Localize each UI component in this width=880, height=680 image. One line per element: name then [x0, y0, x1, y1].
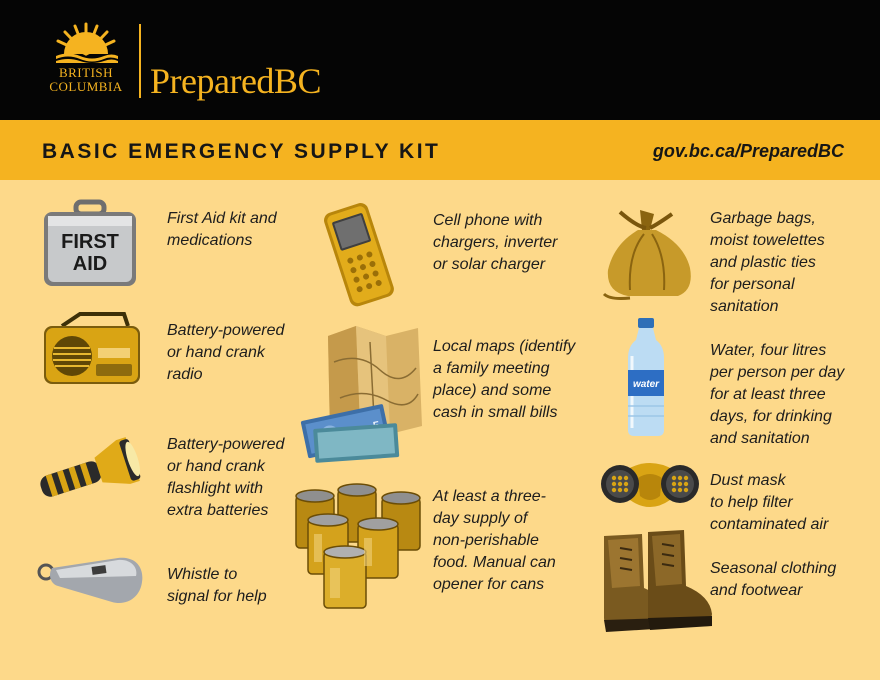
brand-name: PreparedBC	[150, 61, 321, 101]
cell-phone-icon	[318, 200, 398, 310]
boots-icon	[598, 528, 716, 638]
garbage-bag-icon	[600, 204, 696, 302]
supply-item-first-aid	[40, 198, 290, 308]
website-url: gov.bc.ca/PreparedBC	[652, 141, 844, 161]
supply-item-water	[600, 316, 860, 446]
whistle-icon	[36, 548, 148, 612]
cell-phone-text: Cell phone with chargers, inverter or solar charger	[433, 212, 558, 273]
header-bar	[0, 0, 880, 120]
water-bottle-label: water	[632, 379, 660, 390]
supply-item-cell-phone	[318, 200, 588, 312]
maps-cash-text: Local maps (identify a family meeting place) and some cash in small bills	[433, 338, 576, 421]
bc-sun-logo-icon	[50, 20, 122, 64]
supply-item-flashlight	[30, 428, 300, 528]
dust-mask-icon	[600, 456, 700, 514]
bc-wordmark	[40, 66, 132, 94]
water-bottle-icon	[624, 316, 668, 440]
first-aid-label-1: FIRST	[61, 231, 119, 253]
whistle-text: Whistle to signal for help	[167, 566, 267, 605]
logo-line-1: BRITISH	[58, 65, 114, 80]
dust-mask-text: Dust mask to help filter contaminated air	[710, 472, 829, 533]
flashlight-text: Battery-powered or hand crank flashlight with extra batteries	[167, 436, 285, 519]
supply-item-radio	[40, 312, 300, 402]
radio-icon	[40, 312, 144, 388]
supply-item-garbage	[600, 200, 860, 320]
logo-divider	[139, 24, 141, 98]
garbage-text: Garbage bags, moist towelettes and plastic ties for personal sanitation	[710, 210, 825, 315]
supply-item-clothing	[598, 528, 860, 640]
first-aid-text: First Aid kit and medications	[167, 210, 277, 249]
first-aid-kit-icon	[40, 198, 140, 294]
map-cash-icon	[300, 322, 432, 466]
logo-line-2: COLUMBIA	[49, 79, 123, 94]
supply-item-whistle	[36, 548, 286, 618]
canned-food-icon	[290, 480, 430, 616]
flashlight-icon	[30, 434, 148, 506]
radio-text: Battery-powered or hand crank radio	[167, 322, 285, 383]
clothing-text: Seasonal clothing and footwear	[710, 560, 837, 599]
food-text: At least a three- day supply of non-perishable food. Manual can opener for cans	[433, 488, 556, 593]
water-text: Water, four litres per person per day for at least three days, for drinking and sanitation	[710, 342, 845, 447]
supply-item-dust-mask	[600, 456, 860, 532]
page-title: BASIC EMERGENCY SUPPLY KIT	[42, 140, 441, 163]
supply-item-food	[290, 480, 590, 620]
first-aid-label-2: AID	[72, 253, 108, 275]
supply-item-maps-cash	[300, 318, 600, 468]
